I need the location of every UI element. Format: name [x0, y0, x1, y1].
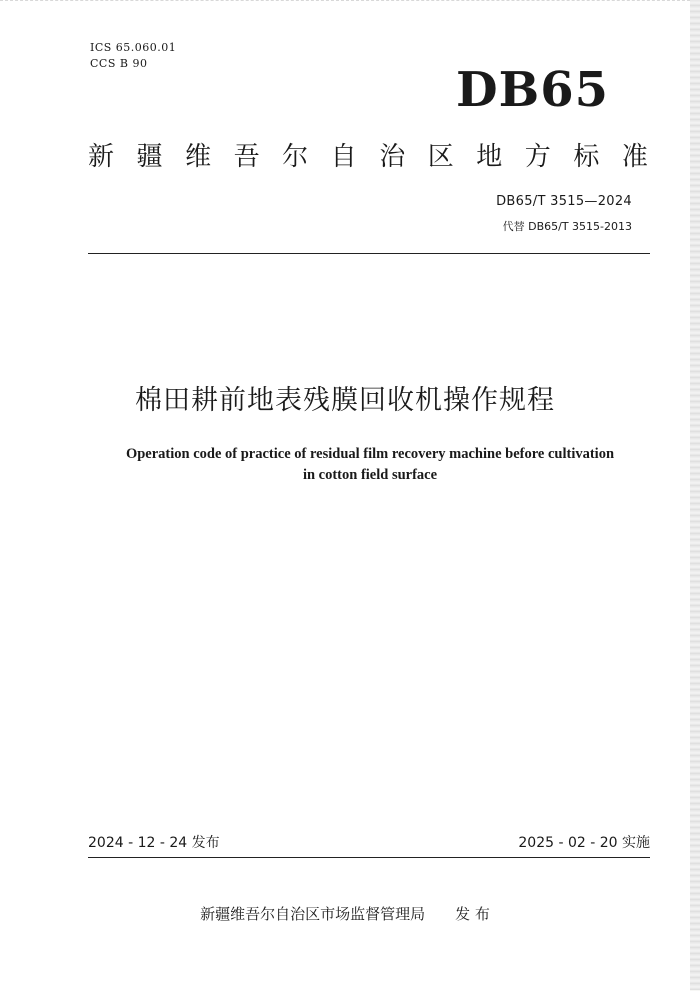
db-logo: DB65 — [456, 62, 609, 118]
standard-type-char: 标 — [573, 142, 600, 172]
title-english-line1: Operation code of practice of residual film recovery machine before cultivation — [125, 446, 615, 462]
standard-type-char: 疆 — [136, 142, 163, 172]
publisher — [0, 903, 690, 925]
scan-edge — [690, 0, 700, 990]
ccs-code: CCS B 90 — [90, 57, 148, 70]
standard-type-char: 自 — [330, 142, 357, 172]
publisher-action: 发 布 — [455, 905, 490, 923]
title-english — [60, 444, 680, 486]
standard-number: DB65/T 3515—2024 — [496, 194, 632, 209]
header-divider — [88, 253, 650, 254]
standard-type — [88, 137, 648, 177]
implementation-date: 2025 - 02 - 20 实施 — [518, 835, 650, 851]
standard-type-char: 维 — [185, 142, 212, 172]
standard-type-char: 方 — [524, 142, 551, 172]
footer-divider — [88, 857, 650, 858]
replaces-standard: 代替 DB65/T 3515-2013 — [502, 220, 632, 233]
classification-codes — [90, 40, 176, 72]
standard-type-char: 吾 — [233, 142, 260, 172]
standard-type-char: 区 — [427, 142, 454, 172]
standard-type-char: 准 — [621, 142, 648, 172]
standard-type-char: 治 — [379, 142, 406, 172]
publisher-name: 新疆维吾尔自治区市场监督管理局 — [200, 905, 426, 923]
standard-type-char: 尔 — [282, 142, 309, 172]
standard-type-char: 新 — [88, 142, 115, 172]
standard-type-char: 地 — [476, 142, 503, 172]
title-chinese: 棉田耕前地表残膜回收机操作规程 — [135, 385, 555, 416]
ics-code: ICS 65.060.01 — [90, 41, 177, 54]
issue-date: 2024 - 12 - 24 发布 — [88, 835, 220, 851]
title-english-line2: in cotton field surface — [302, 467, 438, 483]
